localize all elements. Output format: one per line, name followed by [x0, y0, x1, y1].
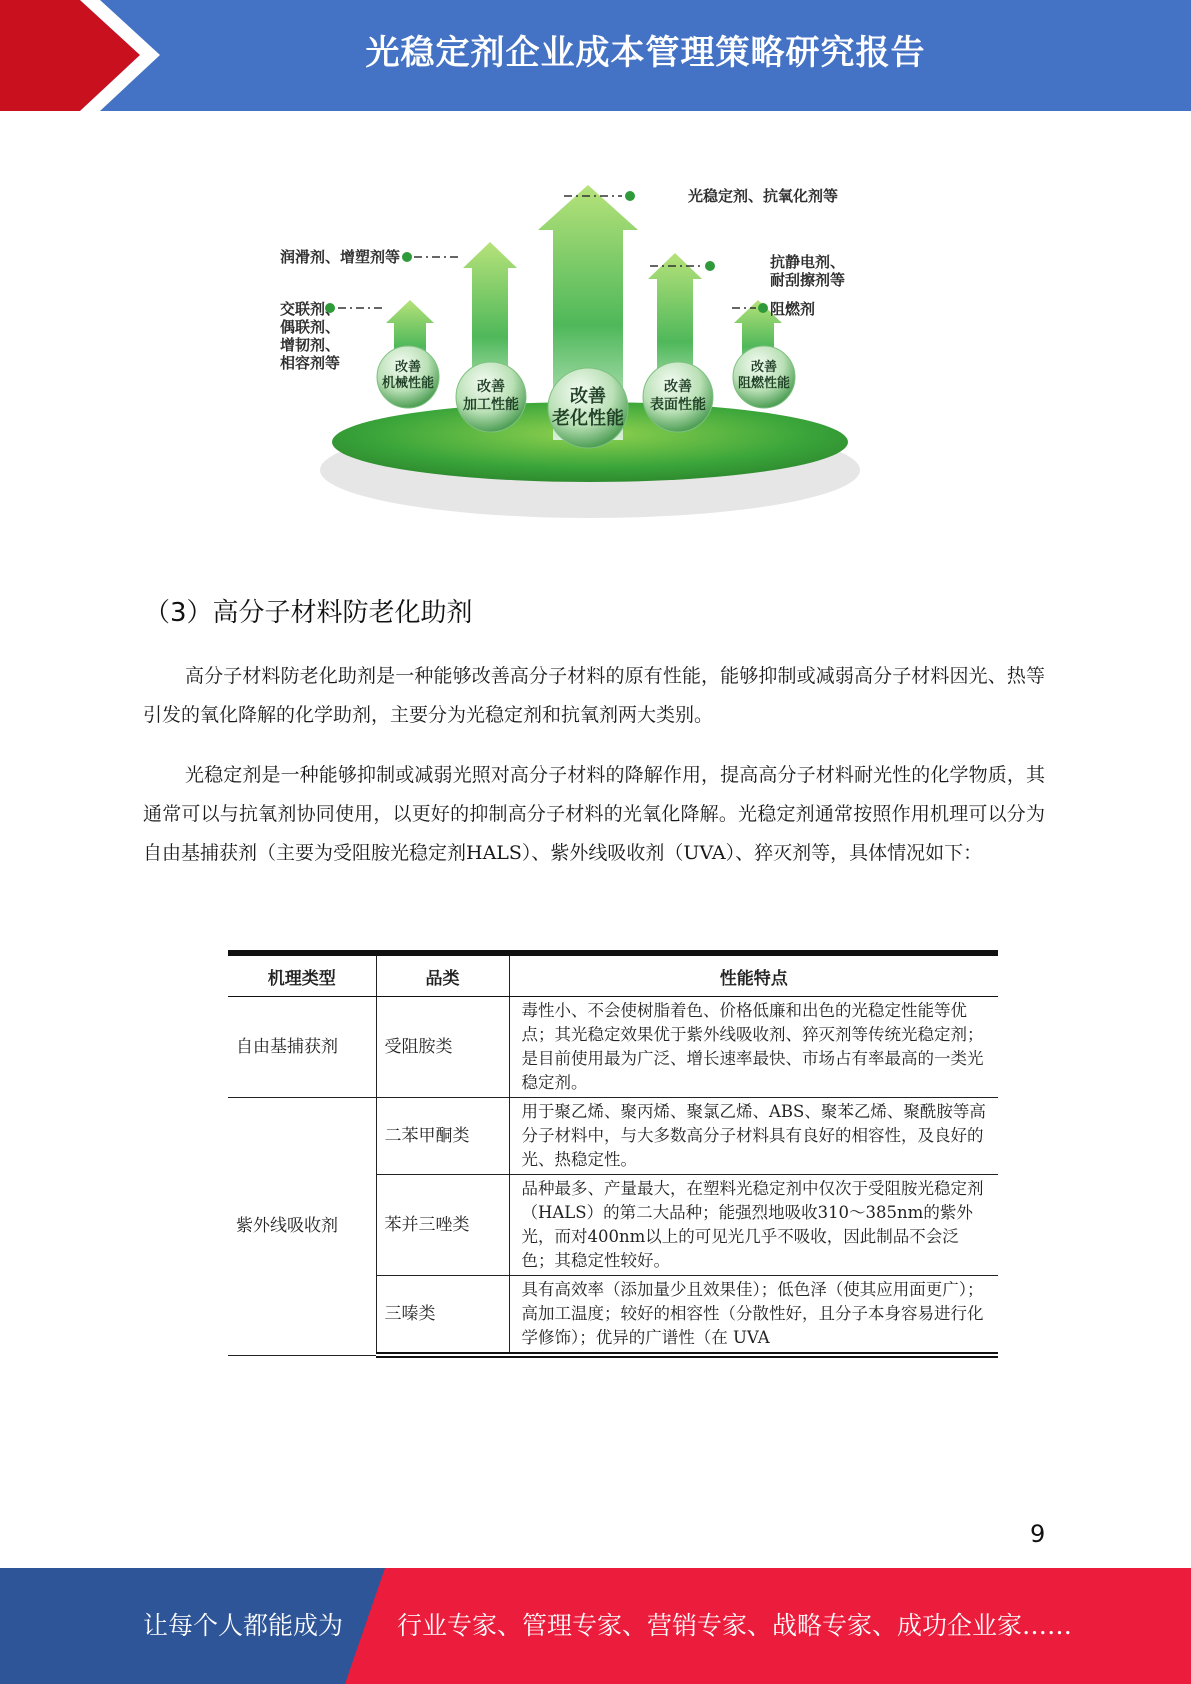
additive-diagram: [210, 160, 960, 530]
mechanism-table: [228, 950, 998, 1358]
mechanism-table-wrap: [228, 950, 998, 1350]
label-light-stabilizer: 光稳定剂、抗氧化剂等: [688, 187, 839, 205]
col-header-category: 品类: [376, 953, 509, 997]
cell-category: 三嗪类: [376, 1276, 509, 1356]
circle-label-mechanical: 改善 机械性能: [381, 360, 434, 391]
report-title: 光稳定剂企业成本管理策略研究报告: [365, 33, 926, 73]
label-lubricant: 润滑剂、增塑剂等: [280, 248, 401, 266]
footer-slogan-left: 让每个人都能成为: [143, 1611, 344, 1640]
leader-lines: [338, 196, 756, 308]
cell-features: 用于聚乙烯、聚丙烯、聚氯乙烯、ABS、聚苯乙烯、聚酰胺等高分子材料中，与大多数高分子材料具有良好的相容性，及良好的光、热稳定性。: [509, 1098, 998, 1175]
circle-label-flame: 改善 阻燃性能: [737, 360, 790, 391]
circle-label-surface: 改善 表面性能: [650, 379, 706, 413]
cell-mechanism: 紫外线吸收剂: [228, 1098, 376, 1356]
section-heading: （3）高分子材料防老化助剂: [144, 598, 473, 628]
circle-label-aging: 改善 老化性能: [552, 386, 624, 429]
cell-features: 具有高效率（添加量少且效果佳）；低色泽（使其应用面更广）；高加工温度；较好的相容性（分散性好，且分子本身容易进行化学修饰）；优异的广谱性（在 UVA: [509, 1276, 998, 1356]
cell-category: 苯并三唑类: [376, 1175, 509, 1276]
label-antistatic: 抗静电剂、 耐刮擦剂等: [770, 253, 846, 289]
circle-label-processing: 改善 加工性能: [463, 379, 519, 413]
cell-category: 二苯甲酮类: [376, 1098, 509, 1175]
table-row: [228, 1098, 998, 1175]
label-flame-retardant: 阻燃剂: [770, 300, 816, 318]
cell-mechanism: 自由基捕获剂: [228, 997, 376, 1098]
page-header: [0, 0, 1191, 111]
col-header-mechanism: 机理类型: [228, 953, 376, 997]
paragraph-2: 光稳定剂是一种能够抑制或减弱光照对高分子材料的降解作用，提高高分子材料耐光性的化学物质，其通常可以与抗氧剂协同使用，以更好的抑制高分子材料的光氧化降解。光稳定剂通常按照作用机理可以分为自由基捕获剂（主要为受阻胺光稳定剂HALS）、紫外线吸收剂（UVA）、猝灭剂等，具体情况如下：: [143, 764, 1045, 864]
cell-category: 受阻胺类: [376, 997, 509, 1098]
table-row: [228, 997, 998, 1098]
paragraph-1: 高分子材料防老化助剂是一种能够改善高分子材料的原有性能，能够抑制或减弱高分子材料因光、热等引发的氧化降解的化学助剂，主要分为光稳定剂和抗氧剂两大类别。: [143, 665, 1045, 726]
page-number: 9: [1030, 1520, 1046, 1548]
footer-slogan-right: 行业专家、管理专家、营销专家、战略专家、成功企业家……: [397, 1611, 1073, 1640]
header-chevron-decoration: [0, 0, 160, 111]
page-footer: [0, 1568, 1191, 1684]
col-header-features: 性能特点: [509, 953, 998, 997]
cell-features: 毒性小、不会使树脂着色、价格低廉和出色的光稳定性能等优点；其光稳定效果优于紫外线吸收剂、猝灭剂等传统光稳定剂；是目前使用最为广泛、增长速率最快、市场占有率最高的一类光稳定剂。: [509, 997, 998, 1098]
cell-features: 品种最多、产量最大，在塑料光稳定剂中仅次于受阻胺光稳定剂（HALS）的第二大品种；能强烈地吸收310～385nm的紫外光，而对400nm以上的可见光几乎不吸收，因此制品不会泛色；其稳定性较好。: [509, 1175, 998, 1276]
label-crosslinker: 交联剂、 偶联剂、 增韧剂、 相容剂等: [280, 300, 341, 372]
table-header-row: [228, 953, 998, 997]
